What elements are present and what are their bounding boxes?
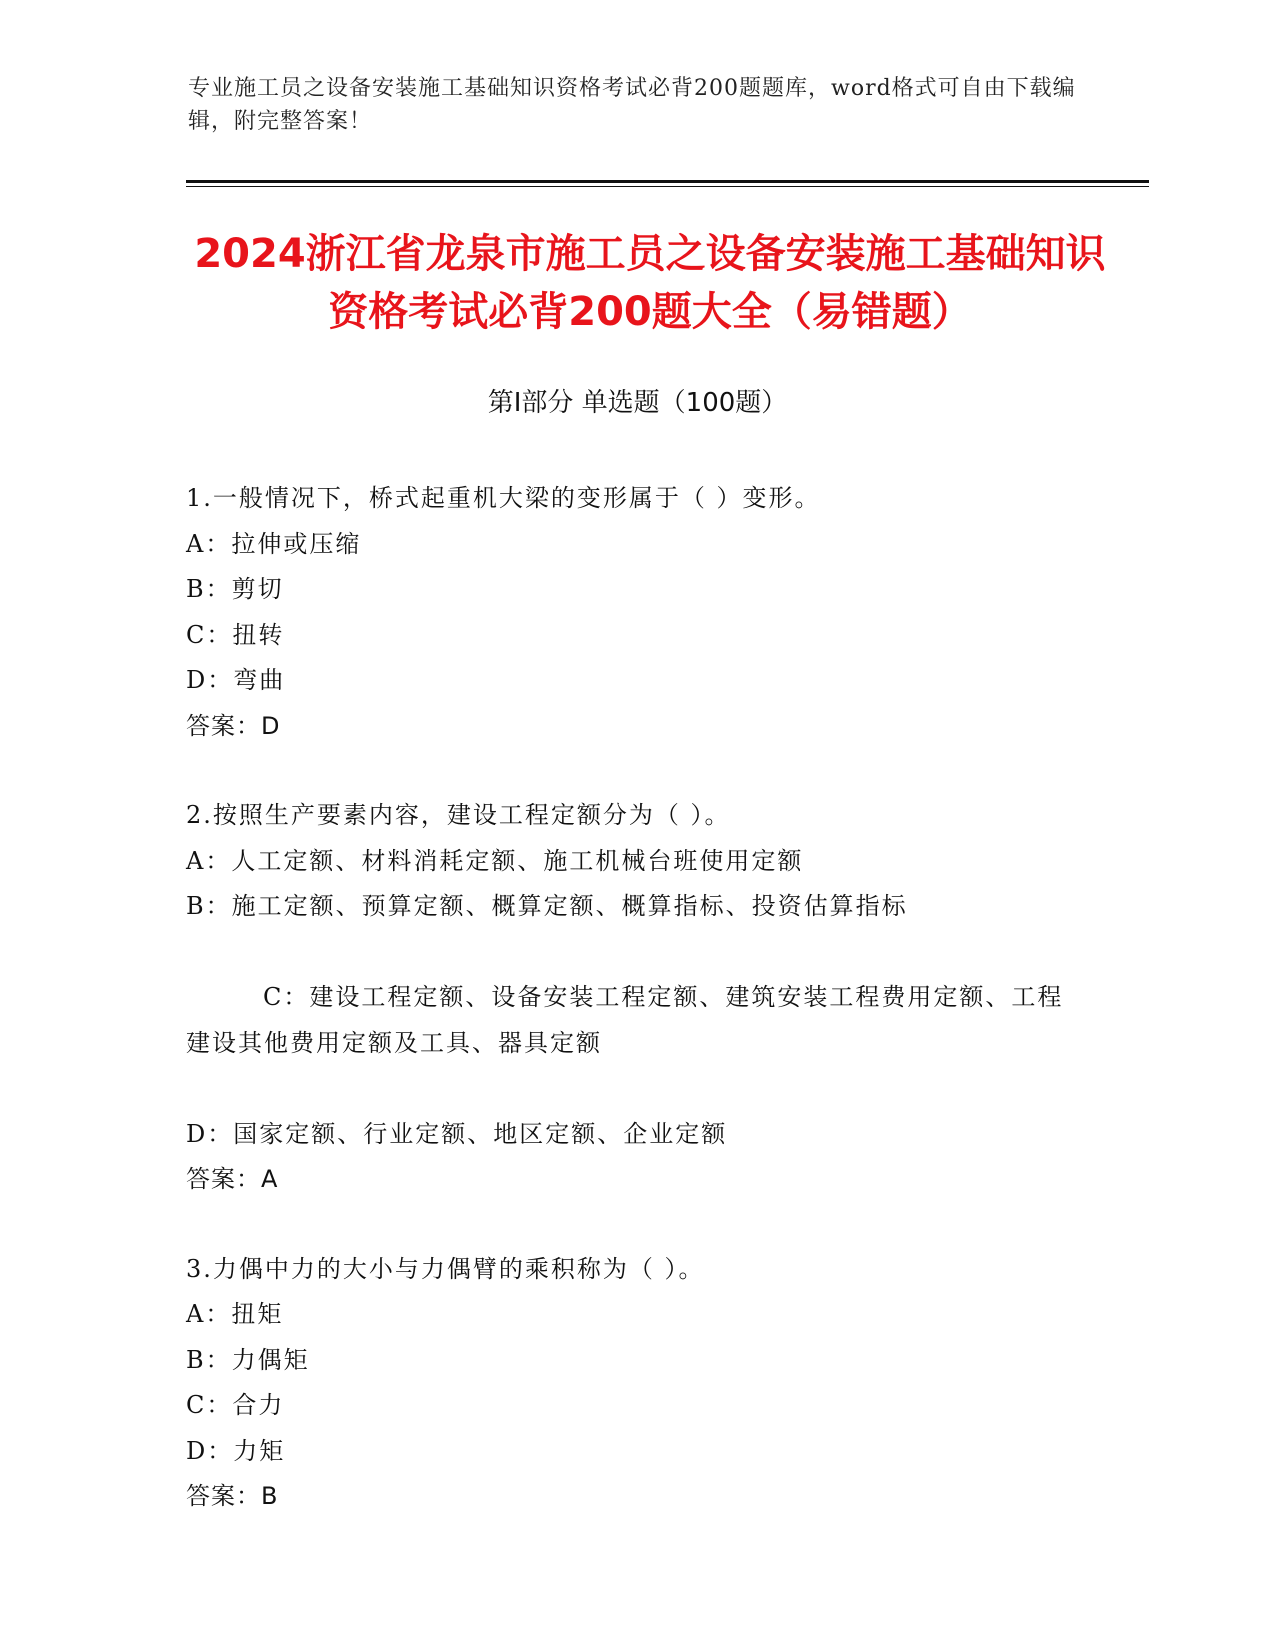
answer-row: [186, 1474, 1086, 1520]
answer-value: B: [261, 1482, 279, 1510]
question-3: [186, 1247, 1086, 1520]
answer-value: D: [261, 711, 281, 740]
answer-row: [186, 704, 1086, 750]
option-c: [186, 613, 1086, 659]
option-letter: D：: [186, 1119, 234, 1148]
option-text: 力偶矩: [231, 1345, 310, 1374]
option-text: 力矩: [233, 1436, 286, 1465]
option-text: 弯曲: [233, 666, 286, 694]
option-text: 国家定额、行业定额、地区定额、企业定额: [233, 1119, 728, 1148]
option-d: [186, 1112, 1086, 1158]
option-letter: A：: [186, 1300, 232, 1328]
section-title: 第Ⅰ部分 单选题（100题）: [487, 388, 788, 418]
option-letter: B：: [186, 1345, 232, 1374]
question-stem: 2.按照生产要素内容，建设工程定额分为（ ）。: [186, 801, 731, 829]
answer-label: 答案：: [186, 711, 261, 740]
option-d: [186, 658, 1086, 704]
question-stem: 1.一般情况下，桥式起重机大梁的变形属于（ ）变形。: [186, 484, 821, 512]
header-rule-thick: [186, 180, 1149, 183]
option-text: 剪切: [231, 575, 284, 603]
option-text: 建设工程定额、设备安装工程定额、建筑安装工程费用定额、工程建设其他费用定额及工具、器具定额: [186, 983, 1064, 1057]
option-letter: D：: [186, 1436, 234, 1465]
option-letter: A：: [186, 846, 232, 875]
option-a: [186, 522, 1086, 568]
option-d: [186, 1429, 1086, 1475]
option-text: 扭转: [232, 620, 285, 649]
option-c: [186, 930, 1086, 1112]
option-text: 施工定额、预算定额、概算定额、概算指标、投资估算指标: [231, 892, 908, 920]
question-2: [186, 793, 1086, 1203]
option-b: [186, 567, 1086, 613]
option-b: [186, 884, 1086, 930]
document-title: 2024浙江省龙泉市施工员之设备安装施工基础知识资格考试必背200题大全（易错题）: [194, 231, 1106, 335]
option-text: 拉伸或压缩: [231, 529, 362, 558]
question-stem: 3.力偶中力的大小与力偶臂的乘积称为（ ）。: [186, 1254, 705, 1283]
answer-row: [186, 1157, 1086, 1203]
option-a: [186, 839, 1086, 885]
answer-label: 答案：: [186, 1165, 261, 1193]
option-b: [186, 1338, 1086, 1384]
option-letter: C：: [263, 983, 310, 1011]
option-text: 合力: [232, 1391, 285, 1419]
option-letter: B：: [186, 575, 232, 603]
option-a: [186, 1292, 1086, 1338]
answer-label: 答案：: [186, 1482, 261, 1510]
option-c: [186, 1383, 1086, 1429]
option-letter: C：: [186, 620, 233, 649]
question-list: [186, 476, 1086, 1564]
option-letter: A：: [186, 529, 232, 558]
answer-value: A: [261, 1165, 279, 1193]
option-letter: B：: [186, 892, 232, 920]
option-text: 人工定额、材料消耗定额、施工机械台班使用定额: [231, 846, 804, 875]
option-text: 扭矩: [231, 1300, 284, 1328]
header-note: 专业施工员之设备安装施工基础知识资格考试必背200题题库，word格式可自由下载编辑，附完整答案！: [188, 76, 1076, 134]
question-1: [186, 476, 1086, 749]
option-letter: C：: [186, 1391, 233, 1419]
header-rule-thin: [186, 186, 1149, 187]
option-letter: D：: [186, 666, 234, 694]
